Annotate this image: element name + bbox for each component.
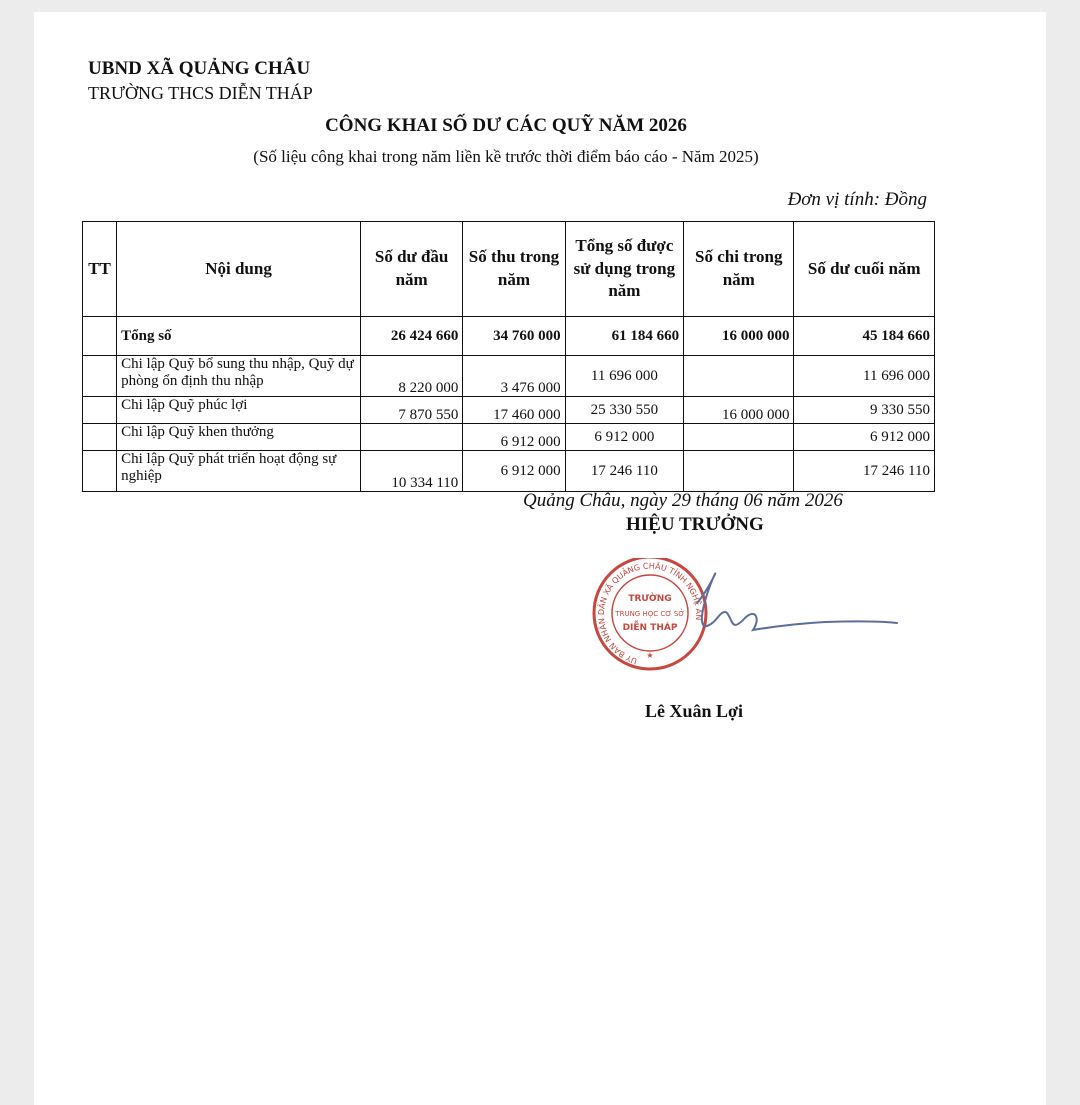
cell-label: Chi lập Quỹ phát triển hoạt động sự nghiệp bbox=[117, 451, 361, 492]
table-row-total bbox=[83, 317, 935, 356]
cell-opening bbox=[360, 424, 462, 451]
cell-spent: 16 000 000 bbox=[684, 317, 794, 356]
currency-unit: Đơn vị tính: Đồng bbox=[787, 189, 927, 210]
cell-income: 17 460 000 bbox=[463, 397, 565, 424]
signer-title: HIỆU TRƯỞNG bbox=[626, 514, 764, 535]
cell-tt bbox=[83, 397, 117, 424]
document-subtitle: (Số liệu công khai trong năm liền kề trước thời điểm báo cáo - Năm 2025) bbox=[253, 147, 759, 166]
column-header-spent: Số chi trong năm bbox=[684, 222, 794, 317]
cell-closing: 11 696 000 bbox=[794, 356, 935, 397]
cell-income: 6 912 000 bbox=[463, 451, 565, 492]
cell-income: 3 476 000 bbox=[463, 356, 565, 397]
signer-name: Lê Xuân Lợi bbox=[645, 701, 743, 721]
cell-spent bbox=[684, 424, 794, 451]
cell-opening: 10 334 110 bbox=[360, 451, 462, 492]
cell-label: Tổng số bbox=[117, 317, 361, 356]
cell-closing: 9 330 550 bbox=[794, 397, 935, 424]
cell-opening: 8 220 000 bbox=[360, 356, 462, 397]
org-name-line2: TRƯỜNG THCS DIỄN THÁP bbox=[88, 83, 313, 103]
cell-spent: 16 000 000 bbox=[684, 397, 794, 424]
cell-label: Chi lập Quỹ khen thưởng bbox=[117, 424, 361, 451]
handwritten-signature bbox=[697, 573, 897, 630]
org-name-line1: UBND XÃ QUẢNG CHÂU bbox=[88, 58, 311, 79]
column-header-closing-balance: Số dư cuối năm bbox=[794, 222, 935, 317]
cell-usable: 25 330 550 bbox=[565, 397, 683, 424]
table-row bbox=[83, 397, 935, 424]
document-title: CÔNG KHAI SỐ DƯ CÁC QUỸ NĂM 2026 bbox=[325, 115, 687, 136]
cell-label: Chi lập Quỹ bổ sung thu nhập, Quỹ dự phòng ổn định thu nhập bbox=[117, 356, 361, 397]
cell-usable: 61 184 660 bbox=[565, 317, 683, 356]
cell-opening: 7 870 550 bbox=[360, 397, 462, 424]
cell-spent bbox=[684, 451, 794, 492]
cell-closing: 6 912 000 bbox=[794, 424, 935, 451]
column-header-opening-balance: Số dư đầu năm bbox=[360, 222, 462, 317]
stamp-line1: TRƯỜNG bbox=[628, 594, 672, 604]
cell-tt bbox=[83, 317, 117, 356]
stamp-ring-text: UỶ BAN NHÂN DÂN XÃ QUẢNG CHÂU TỈNH NGHỆ AN bbox=[596, 561, 704, 666]
cell-spent bbox=[684, 356, 794, 397]
stamp-line2: TRUNG HỌC CƠ SỞ bbox=[615, 610, 685, 618]
column-header-tt: TT bbox=[83, 222, 117, 317]
cell-income: 6 912 000 bbox=[463, 424, 565, 451]
cell-tt bbox=[83, 356, 117, 397]
cell-opening: 26 424 660 bbox=[360, 317, 462, 356]
cell-closing: 17 246 110 bbox=[794, 451, 935, 492]
column-header-content: Nội dung bbox=[117, 222, 361, 317]
fund-balance-table bbox=[82, 221, 935, 492]
stamp-star-icon: ★ bbox=[646, 651, 654, 660]
cell-closing: 45 184 660 bbox=[794, 317, 935, 356]
official-stamp bbox=[585, 558, 905, 678]
table-row bbox=[83, 424, 935, 451]
cell-tt bbox=[83, 451, 117, 492]
place-and-date: Quảng Châu, ngày 29 tháng 06 năm 2026 bbox=[523, 490, 843, 511]
table-row bbox=[83, 451, 935, 492]
stamp-line3: DIỄN THÁP bbox=[622, 623, 678, 633]
table-header-row bbox=[83, 222, 935, 317]
table-row bbox=[83, 356, 935, 397]
cell-usable: 11 696 000 bbox=[565, 356, 683, 397]
column-header-total-usable: Tổng số được sử dụng trong năm bbox=[565, 222, 683, 317]
cell-label: Chi lập Quỹ phúc lợi bbox=[117, 397, 361, 424]
column-header-income: Số thu trong năm bbox=[463, 222, 565, 317]
cell-usable: 6 912 000 bbox=[565, 424, 683, 451]
cell-usable: 17 246 110 bbox=[565, 451, 683, 492]
cell-income: 34 760 000 bbox=[463, 317, 565, 356]
cell-tt bbox=[83, 424, 117, 451]
